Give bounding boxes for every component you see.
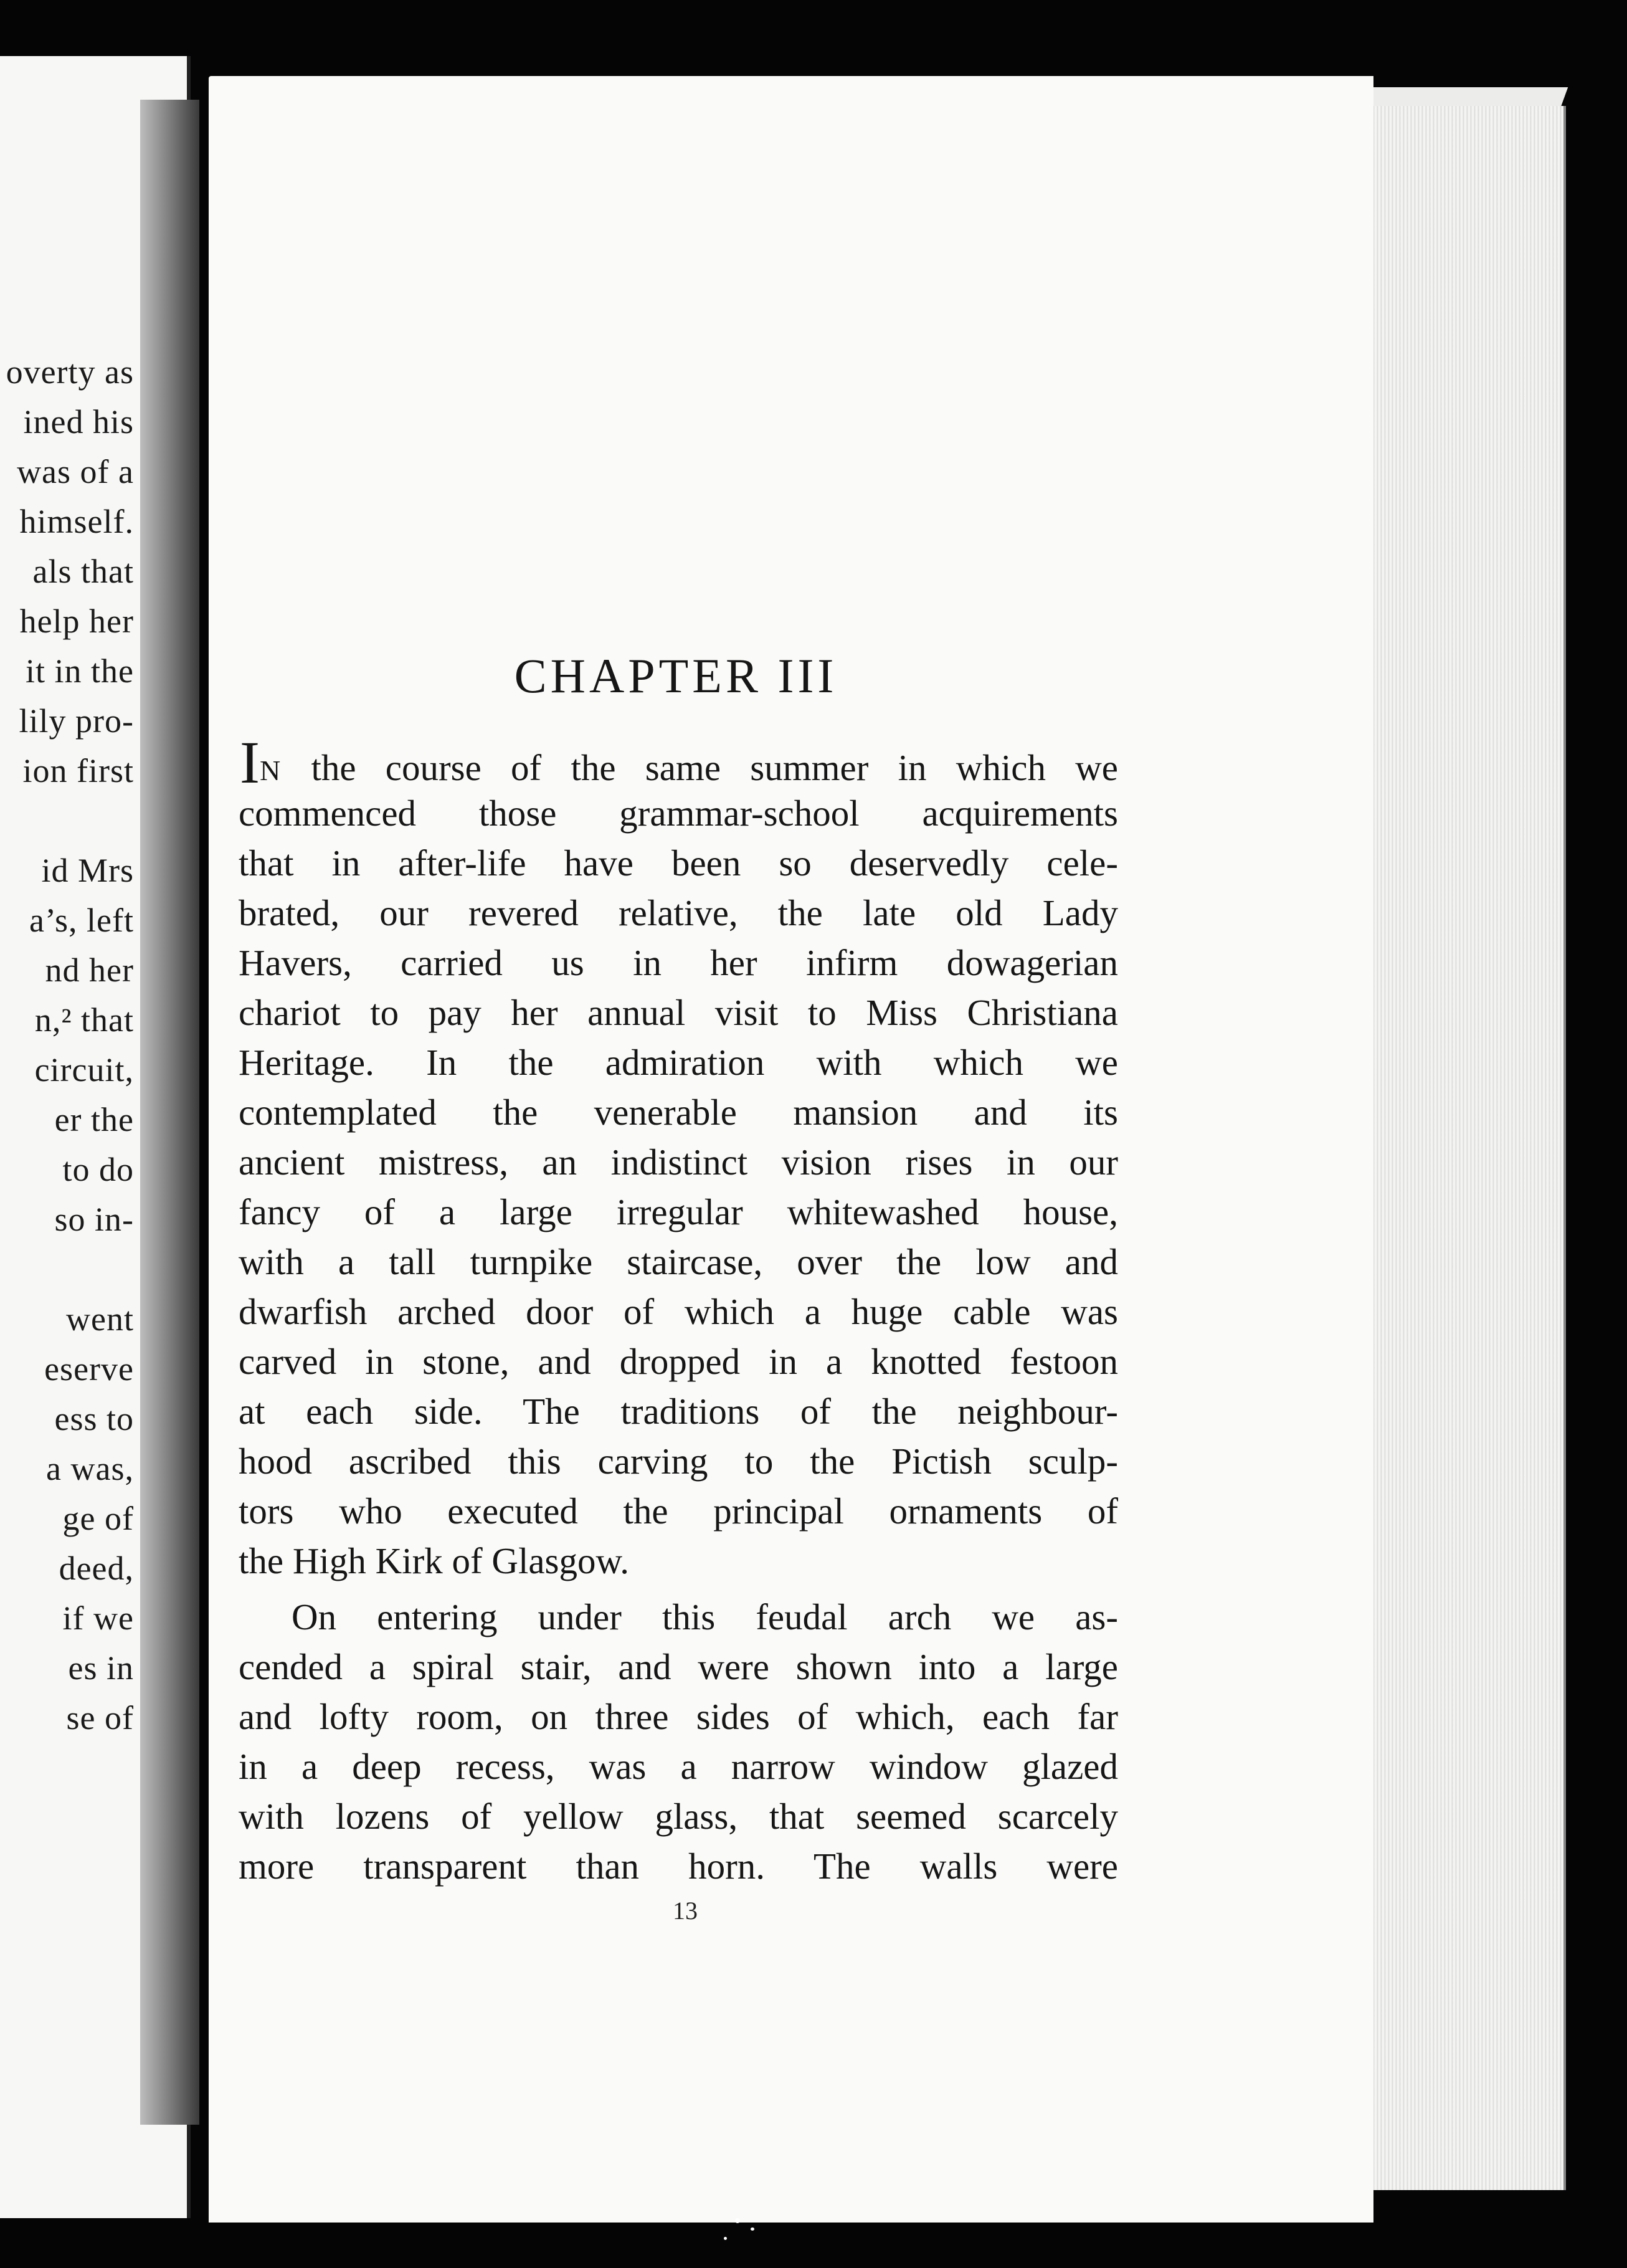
- left-page-line: went: [66, 1300, 134, 1338]
- left-page-line: ess to: [54, 1400, 134, 1437]
- left-page-line: it in the: [26, 652, 134, 690]
- paragraph-line: contemplated the venerable mansion and its: [239, 1092, 1118, 1133]
- left-page-line: overty as: [6, 353, 134, 391]
- paragraph-line: ancient mistress, an indistinct vision rises in our: [239, 1141, 1118, 1183]
- left-page-line: n,² that: [34, 1001, 134, 1039]
- paragraph-line: the High Kirk of Glasgow.: [239, 1540, 630, 1581]
- left-page-line: er the: [54, 1101, 134, 1138]
- page-number: 13: [673, 1897, 698, 1925]
- left-page-line: deed,: [59, 1550, 134, 1587]
- paragraph-line: On entering under this feudal arch we as-: [292, 1596, 1118, 1637]
- left-page-line: ined his: [23, 403, 134, 441]
- left-page-line: was of a: [17, 453, 134, 490]
- paragraph-line: dwarfish arched door of which a huge cable was: [239, 1291, 1118, 1332]
- paragraph-line: cended a spiral stair, and were shown into a large: [239, 1646, 1118, 1687]
- left-page-line: so in-: [54, 1201, 134, 1238]
- left-page-line: nd her: [45, 951, 134, 989]
- paragraph-line-text: the course of the same summer in which we: [282, 747, 1118, 788]
- left-page-line: help her: [19, 603, 134, 640]
- paragraph-line: at each side. The traditions of the neighbour-: [239, 1391, 1118, 1432]
- left-page-line: ion first: [22, 752, 134, 789]
- left-page-line: a was,: [46, 1450, 134, 1487]
- drop-cap: I: [240, 729, 260, 796]
- paragraph-line: brated, our revered relative, the late old Lady: [239, 892, 1118, 933]
- left-page-line: circuit,: [34, 1051, 134, 1089]
- paragraph-line: tors who executed the principal ornaments of: [239, 1490, 1118, 1532]
- left-page-line: lily pro-: [19, 702, 134, 740]
- paragraph-line: in a deep recess, was a narrow window glazed: [239, 1746, 1118, 1787]
- paragraph-first-line: [240, 729, 1118, 796]
- left-page-line: eserve: [44, 1350, 134, 1388]
- scan-speck: [724, 2237, 727, 2240]
- scan-speck: [751, 2228, 754, 2231]
- paragraph-line: Havers, carried us in her infirm dowagerian: [239, 942, 1118, 983]
- gutter-shadow: [140, 100, 199, 2125]
- left-page-line: als that: [32, 553, 134, 590]
- paragraph-line: chariot to pay her annual visit to Miss Christiana: [239, 992, 1118, 1033]
- left-page-line: if we: [62, 1599, 134, 1637]
- left-page-line: ge of: [62, 1500, 134, 1537]
- left-page-line: id Mrs: [41, 852, 134, 889]
- paragraph-line: fancy of a large irregular whitewashed house,: [239, 1191, 1118, 1232]
- left-page-line: es in: [68, 1649, 134, 1687]
- paragraph-line: Heritage. In the admiration with which we: [239, 1042, 1118, 1083]
- paragraph-line: with lozens of yellow glass, that seemed scarcely: [239, 1796, 1118, 1837]
- scan-speck: [735, 2218, 740, 2223]
- left-page-line: a’s, left: [29, 902, 134, 939]
- paragraph-line: hood ascribed this carving to the Pictish sculp-: [239, 1441, 1118, 1482]
- paragraph-line: commenced those grammar-school acquirements: [239, 793, 1118, 834]
- paragraph-line: and lofty room, on three sides of which, each far: [239, 1696, 1118, 1737]
- page-block-edges: [1367, 106, 1566, 2190]
- paragraph-line: that in after-life have been so deservedly cele-: [239, 842, 1118, 884]
- left-page-line: se of: [66, 1699, 134, 1737]
- left-page-line: to do: [62, 1151, 134, 1188]
- left-page-line: himself.: [19, 503, 134, 540]
- paragraph-line: carved in stone, and dropped in a knotted festoon: [239, 1341, 1118, 1382]
- chapter-heading: CHAPTER III: [514, 649, 838, 703]
- paragraph-line: with a tall turnpike staircase, over the low and: [239, 1241, 1118, 1282]
- paragraph-line: more transparent than horn. The walls were: [239, 1846, 1118, 1887]
- drop-cap-continuation: N: [259, 755, 282, 786]
